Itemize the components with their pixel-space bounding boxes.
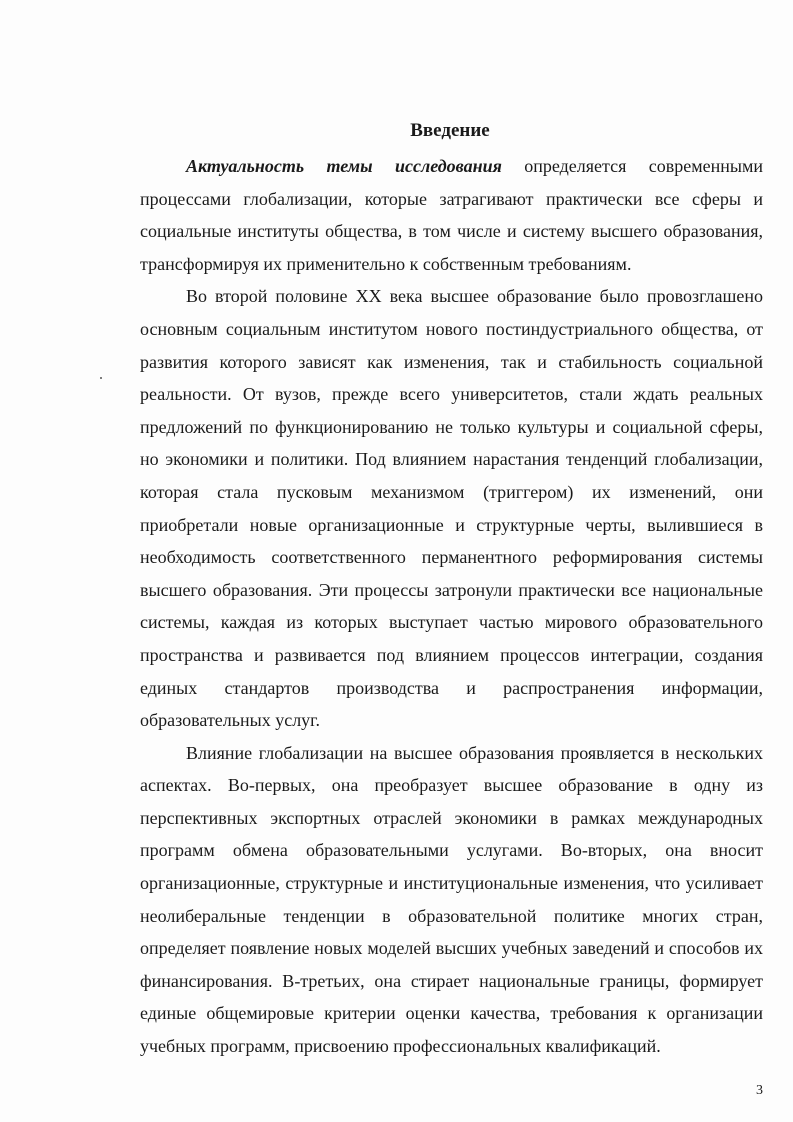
paragraph-text: Влияние глобализации на высшее образования проявляется в нескольких аспектах. Во-первых, она преобразует высшее образование в одну из перспективных экспортных отраслей экономики в рамках международных программ обмена образовательными услугами. Во-вторых, она вносит организационные, структурные и институциональные изменения, что усиливает неолиберальные тенденции в образовательной политике многих стран, определяет появление новых моделей высших учебных заведений и способов их финансирования. В-третьих, она стирает национальные границы, формирует единые общемировые критерии оценки качества, требования к организации учебных программ, присвоению профессиональных квалификаций.: [140, 742, 763, 1057]
page-number: 3: [756, 1083, 763, 1098]
paragraph-3: [140, 737, 763, 1063]
paragraph-text: Во второй половине XX века высшее образование было провозглашено основным социальным институтом нового постиндустриального общества, от развития которого зависят как изменения, так и стабильность социальной реальности. От вузов, прежде всего университетов, стали ждать реальных предложений по функционированию не только культуры и социальной сферы, но экономики и политики. Под влиянием нарастания тенденций глобализации, которая стала пусковым механизмом (триггером) их изменений, они приобретали новые организационные и структурные черты, вылившиеся в необходимость соответственного перманентного реформирования системы высшего образования. Эти процессы затронули практически все национальные системы, каждая из которых выступает частью мирового образовательного пространства и развивается под влиянием процессов интеграции, создания единых стандартов производства и распространения информации, образовательных услуг.: [140, 286, 763, 731]
paragraph-lead: Актуальность темы исследования: [186, 156, 502, 176]
paragraph-1: [140, 150, 763, 280]
paragraph-text: определяется современными процессами глобализации, которые затрагивают практически все сферы и социальные институты общества, в том числе и систему высшего образования, трансформируя их применительно к собственным требованиям.: [140, 156, 763, 274]
scan-dot-mark: [100, 377, 102, 379]
paragraph-2: [140, 280, 763, 736]
body-text: [140, 150, 763, 1063]
page-heading: Введение: [410, 120, 490, 141]
